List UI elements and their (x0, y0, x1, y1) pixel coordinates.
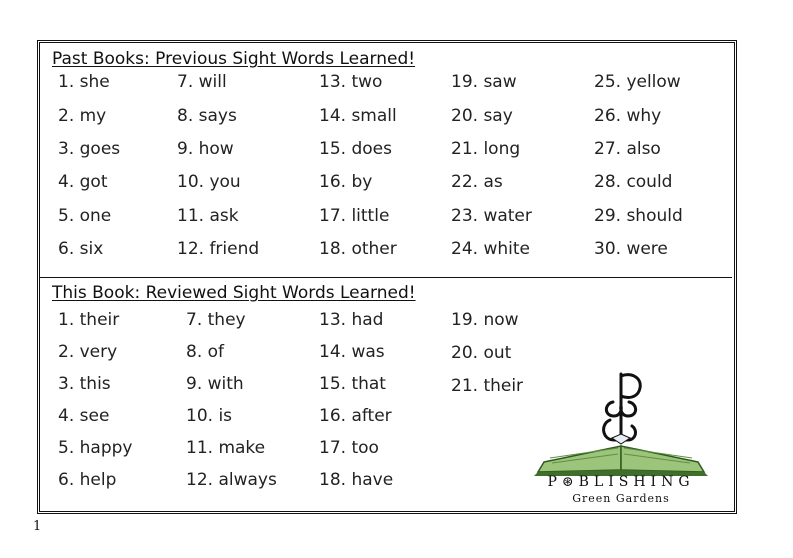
logo-subtitle: Green Gardens (572, 492, 670, 505)
list-item: 18. have (319, 470, 394, 490)
list-item: 10. you (177, 172, 241, 192)
list-item: 16. after (319, 406, 392, 426)
list-item: 2. very (58, 342, 118, 362)
list-item: 8. of (186, 342, 225, 362)
list-item: 26. why (594, 106, 662, 126)
list-item: 11. make (186, 438, 266, 458)
list-item: 12. friend (177, 239, 260, 259)
this-book-heading: This Book: Reviewed Sight Words Learned! (52, 283, 416, 303)
list-item: 3. goes (58, 139, 121, 159)
list-item: 20. out (451, 343, 512, 363)
list-item: 6. six (58, 239, 104, 259)
list-item: 27. also (594, 139, 661, 159)
list-item: 4. see (58, 406, 110, 426)
list-item: 4. got (58, 172, 108, 192)
list-item: 22. as (451, 172, 503, 192)
list-item: 6. help (58, 470, 117, 490)
list-item: 7. they (186, 310, 246, 330)
list-item: 11. ask (177, 206, 239, 226)
list-item: 10. is (186, 406, 233, 426)
list-item: 25. yellow (594, 72, 681, 92)
list-item: 17. too (319, 438, 379, 458)
logo-wordmark: P⊛BLISHING (547, 474, 695, 490)
list-item: 23. water (451, 206, 532, 226)
list-item: 19. now (451, 310, 519, 330)
list-item: 18. other (319, 239, 397, 259)
list-item: 14. small (319, 106, 397, 126)
list-item: 20. say (451, 106, 513, 126)
list-item: 1. she (58, 72, 110, 92)
list-item: 12. always (186, 470, 277, 490)
list-item: 28. could (594, 172, 673, 192)
list-item: 13. two (319, 72, 383, 92)
past-books-heading: Past Books: Previous Sight Words Learned! (52, 49, 416, 69)
list-item: 21. long (451, 139, 521, 159)
list-item: 19. saw (451, 72, 517, 92)
page-number: 1 (33, 519, 42, 534)
list-item: 5. one (58, 206, 112, 226)
list-item: 5. happy (58, 438, 133, 458)
list-item: 16. by (319, 172, 373, 192)
monogram-icon (604, 374, 641, 440)
list-item: 9. how (177, 139, 234, 159)
list-item: 3. this (58, 374, 111, 394)
list-item: 29. should (594, 206, 683, 226)
list-item: 14. was (319, 342, 385, 362)
list-item: 30. were (594, 239, 668, 259)
open-book-icon (534, 434, 708, 476)
list-item: 7. will (177, 72, 227, 92)
list-item: 17. little (319, 206, 390, 226)
list-item: 2. my (58, 106, 107, 126)
list-item: 8. says (177, 106, 237, 126)
list-item: 13. had (319, 310, 384, 330)
list-item: 15. that (319, 374, 386, 394)
list-item: 21. their (451, 376, 524, 396)
list-item: 9. with (186, 374, 244, 394)
list-item: 15. does (319, 139, 392, 159)
section-divider (40, 277, 732, 278)
list-item: 24. white (451, 239, 530, 259)
list-item: 1. their (58, 310, 120, 330)
